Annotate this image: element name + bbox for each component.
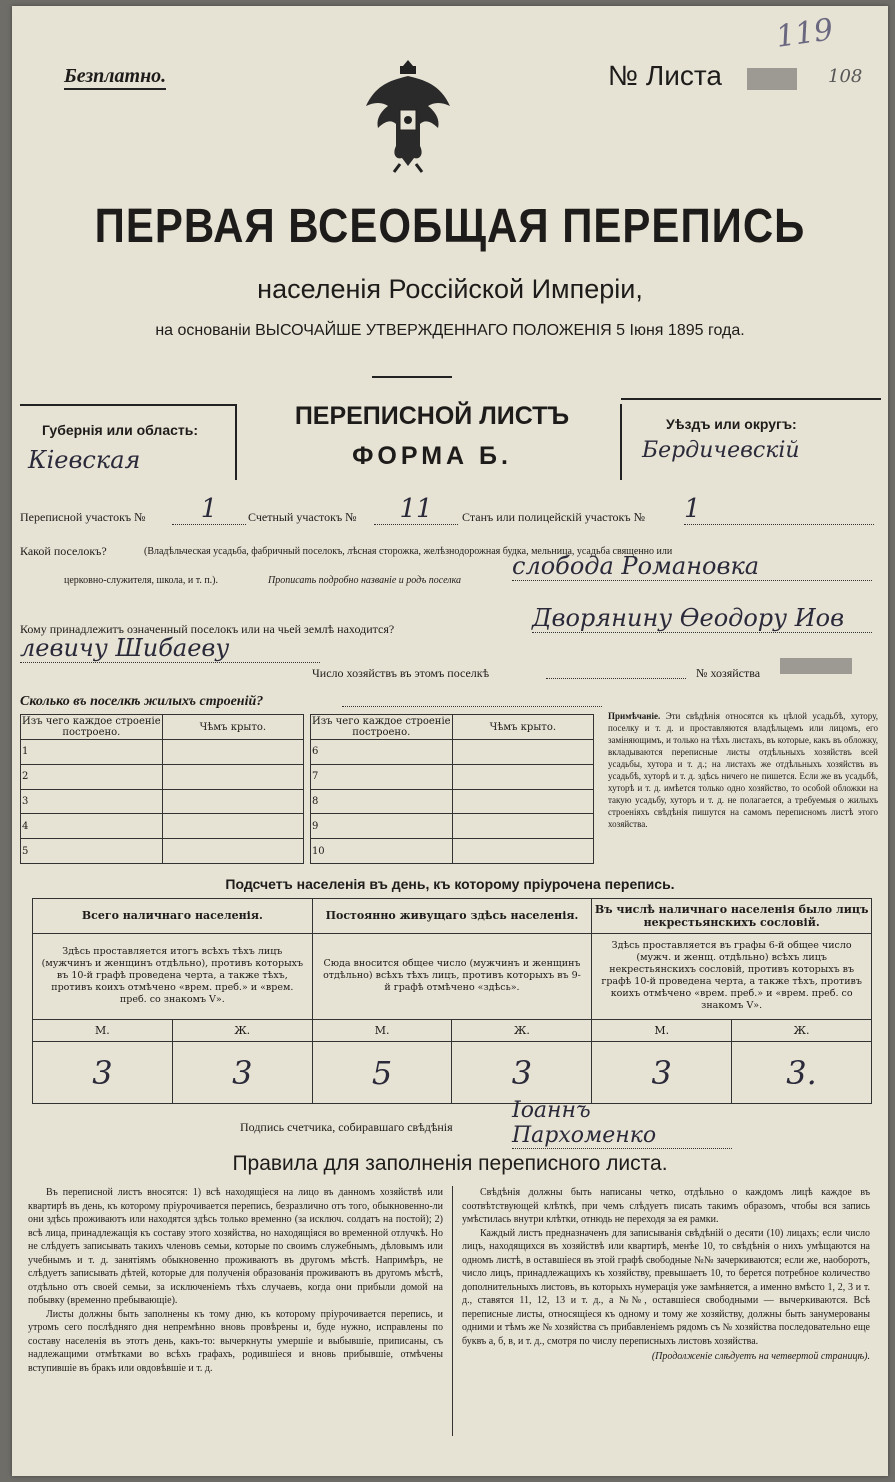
roof-header: Чѣмъ крыто. (162, 715, 303, 740)
note-lead: Примѣчаніе. (608, 711, 661, 721)
population-title: Подсчетъ населенія въ день, къ которому пріурочена перепись. (225, 876, 675, 892)
table-row: 2 (21, 764, 163, 789)
district-value: Бердичевскій (642, 438, 800, 463)
archive-stamp: 119 (773, 12, 836, 55)
divider (235, 404, 237, 480)
male-header: М. (312, 1019, 452, 1042)
rules-paragraph: Листы должны быть заполнены къ тому дню, къ которому пріурочивается перепись, и утромъ сего послѣдняго дня непремѣнно вновь провѣрены и, буде нужно, исправлены по составу населенія въ этотъ день, какъ-то: вычеркнуты умершіе и выбывшіе, приписаны, съ надлежащими отмѣтками во всѣхъ графахъ, родившіеся и вновь прибывшіе, отмѣчены вступившіе въ бракъ или овдовѣвшіе и т. д. (28, 1308, 443, 1374)
buildings-field (342, 706, 602, 707)
owner-value-line1: Дворянину Өеодору Иов (532, 604, 872, 633)
roof-header: Чѣмъ крыто. (452, 715, 593, 740)
table-row: 8 (310, 789, 452, 814)
female-header: Ж. (172, 1019, 312, 1042)
sheet-number-redaction (747, 68, 797, 90)
divider (620, 404, 622, 480)
settlement-hint: (Владѣльческая усадьба, фабричный поселокъ, лѣсная сторожка, желѣзнодорожная будка, мельница, усадьба священно или (144, 546, 673, 557)
sheet-number-label: № Листа (608, 60, 722, 91)
total-population-header: Всего наличнаго населенія. (33, 899, 313, 934)
police-area-value: 1 (684, 494, 874, 525)
total-female-value: 3 (172, 1042, 312, 1104)
table-row: 4 (21, 814, 163, 839)
rules-left-column (28, 1186, 443, 1375)
material-header: Изъ чего каждое строеніе построено. (22, 716, 161, 738)
form-title: ПЕРЕПИСНОЙ ЛИСТЪ (294, 402, 570, 430)
rules-paragraph: Свѣдѣнія должны быть написаны четко, отдѣльно о каждомъ лицѣ каждое въ соотвѣтствующей клѣткѣ, при чемъ слѣдуетъ писать такимъ образомъ, чтобы вся запись умѣстилась внутри клѣтки, отнюдь не переходя за ея рамки. (462, 1187, 870, 1225)
settlement-value: слобода Романовка (512, 552, 872, 581)
police-area-label: Станъ или полицейскій участокъ № (462, 510, 646, 524)
census-area-value: 1 (172, 494, 246, 525)
imperial-eagle-icon (362, 54, 454, 174)
non-peasant-male-value: 3 (592, 1042, 732, 1104)
non-peasant-header: Въ числѣ наличнаго населенія было лицъ некрестьянскихъ сословій. (592, 899, 872, 934)
permanent-male-value: 5 (312, 1042, 452, 1104)
form-label: ФОРМА Б. (352, 442, 512, 470)
population-table (32, 898, 872, 1104)
male-header: М. (33, 1019, 173, 1042)
permanent-female-value: 3 (452, 1042, 592, 1104)
rules-right-column (462, 1186, 870, 1364)
signature-value: Іоаннъ Пархоменко (512, 1098, 732, 1149)
non-peasant-note: Здѣсь проставляется въ графы 6-й общее число (мужч. и женщ. отдѣльно) всѣхъ лицъ некрестьянскихъ сословій, противъ которыхъ въ графѣ 10-й проведена черта, а также тѣхъ, противъ коихъ отмѣчено «врем. преб.» и «врем. преб. со знакомъ V». (592, 933, 872, 1019)
divider (372, 376, 452, 378)
table-row: 10 (310, 839, 452, 864)
column-divider (452, 1186, 453, 1436)
buildings-note (608, 710, 878, 830)
count-area-label: Счетный участокъ № (248, 510, 357, 524)
settlement-hint-2: церковно-служителя, школа, и т. п.). (64, 575, 218, 586)
female-header: Ж. (452, 1019, 592, 1042)
district-label: Уѣздъ или округъ: (666, 416, 797, 432)
owner-value-line2: левичу Шибаеву (20, 634, 320, 663)
settlement-instruction: Прописать подробно названіе и родъ поселка (268, 575, 462, 586)
province-label: Губернія или область: (42, 422, 199, 438)
page-number: 108 (828, 66, 863, 87)
page-subtitle: населенія Россійской Имперіи, (257, 274, 643, 304)
buildings-title: Сколько въ поселкѣ жилыхъ строеній? (20, 694, 264, 709)
male-header: М. (592, 1019, 732, 1042)
rules-continued: (Продолженіе слѣдуетъ на четвертой страницѣ). (651, 1351, 870, 1362)
households-label: Число хозяйствъ въ этомъ поселкѣ (312, 666, 490, 680)
table-row: 7 (310, 764, 452, 789)
settlement-question: Какой поселокъ? (20, 544, 107, 558)
material-header: Изъ чего каждое строеніе построено. (311, 716, 451, 738)
owner-question: Кому принадлежитъ означенный поселокъ или на чьей землѣ находится? (20, 622, 395, 636)
total-male-value: 3 (33, 1042, 173, 1104)
free-label: Безплатно. (64, 64, 166, 90)
legal-basis: на основаніи ВЫСОЧАЙШЕ УТВЕРЖДЕННАГО ПОЛОЖЕНІЯ 5 Іюня 1895 года. (155, 322, 745, 339)
rules-paragraph: Каждый листъ предназначенъ для записыванія свѣдѣній о десяти (10) лицахъ; если число лицъ, находящихся въ хозяйствѣ или квартирѣ, менѣе 10, то свѣдѣнія о нихъ умѣщаются на одномъ листѣ, в оставшіеся въ этой графѣ свободные №№ зачеркиваются; если же, наоборотъ, число лицъ, принадлежащихъ къ хозяйству, превышаетъ 10, то берется потребное количество дополнительныхъ листовъ, въ которыхъ нумерація уже замѣняется, а именно вмѣсто 1, 2, 3 и т. д., ставятся 11, 12, 13 и т. д., а №№, оставшіеся свободными — вычеркиваются. Всѣ переписные листы, относящіеся къ одному и тому же хозяйству, должны быть занумерованы одними и тѣмъ же № хозяйства съ прибавленіемъ рядомъ съ № хозяйства последовательно еще буквъ а, б, в, и т. д., смотря по числу переписныхъ листовъ хозяйства. (462, 1227, 870, 1347)
buildings-table (20, 714, 594, 864)
census-area-label: Переписной участокъ № (20, 510, 146, 524)
province-value: Кіевская (28, 446, 141, 474)
table-row: 1 (21, 740, 163, 765)
note-text: Эти свѣдѣнія относятся къ цѣлой усадьбѣ, хутору, поселку и т. д. и проставляются владѣльцемъ или лицомъ, его заміняющимъ, и только на тѣхъ листахъ, въ которые, какъ въ обложку, вкладываются переписные листы отдѣльныхъ хозяйствъ всей усадьбы, хутора и т. д.; на листахъ же отдѣльныхъ хозяйствъ въ усадьбѣ, хуторѣ и т. д. здѣсь ничего не пишется. Если же въ усадьбѣ, хуторѣ и т. д. имѣется только одно хозяйство, то особой обложки на такую усадьбу, хуторъ и т. д. не полагается, а требуемыя о жилыхъ строеніяхъ свѣдѣнія пишутся на самомъ переписномъ листѣ этого хозяйства. (608, 711, 879, 829)
census-sheet (12, 6, 888, 1476)
signature-label: Подпись счетчика, собиравшаго свѣдѣнія (240, 1120, 453, 1134)
table-row: 9 (310, 814, 452, 839)
page-title: ПЕРВАЯ ВСЕОБЩАЯ ПЕРЕПИСЬ (94, 198, 806, 253)
rules-paragraph: Въ переписной листъ вносятся: 1) всѣ находящіеся на лицо въ данномъ хозяйствѣ или квартирѣ въ день, къ которому пріурочивается перепись, безразлично отъ того, обыкновенно-ли они здѣсь проживаютъ или находятся здѣсь только временно (за исключ. солдатъ на постой); 2) всѣ лица, принадлежащія къ составу этого хозяйства, но находящіяся во временной отлучкѣ. Но не слѣдуетъ записывать такихъ членовъ семьи, которые по своимъ служебнымъ, дѣловымъ или учебнымъ и т. д. занятіямъ обыкновенно проживаютъ въ другомъ мѣстѣ. Напримѣръ, не слѣдуетъ записывать дѣтей, которые для полученія образованія проживаютъ въ другомъ мѣстѣ, отдѣльно отъ своей семьи, за исключеніемъ тѣхъ случаевъ, когда они прибыли домой на побывку (временно пребывающіе). (28, 1187, 443, 1306)
permanent-population-header: Постоянно живущаго здѣсь населенія. (312, 899, 592, 934)
permanent-population-note: Сюда вносится общее число (мужчинъ и женщинъ отдѣльно) всѣхъ тѣхъ лицъ, противъ которыхъ въ 9-й графѣ отмѣчено «здѣсь». (312, 933, 592, 1019)
household-number-label: № хозяйства (696, 666, 761, 680)
household-number-redaction (780, 658, 852, 674)
households-field (546, 678, 686, 679)
table-row: 6 (310, 740, 452, 765)
non-peasant-female-value: 3. (732, 1042, 872, 1104)
table-row: 3 (21, 789, 163, 814)
table-row: 5 (21, 839, 163, 864)
count-area-value: 11 (374, 494, 458, 525)
female-header: Ж. (732, 1019, 872, 1042)
rules-title: Правила для заполненія переписного листа. (232, 1152, 668, 1175)
total-population-note: Здѣсь проставляется итогъ всѣхъ тѣхъ лицъ (мужчинъ и женщинъ отдѣльно), противъ которыхъ въ 10-й графѣ проведена черта, а также тѣхъ, противъ коихъ отмѣчено «врем. преб.» и «врем. преб. со знакомъ V». (33, 933, 313, 1019)
divider (621, 398, 881, 400)
divider (20, 404, 236, 406)
